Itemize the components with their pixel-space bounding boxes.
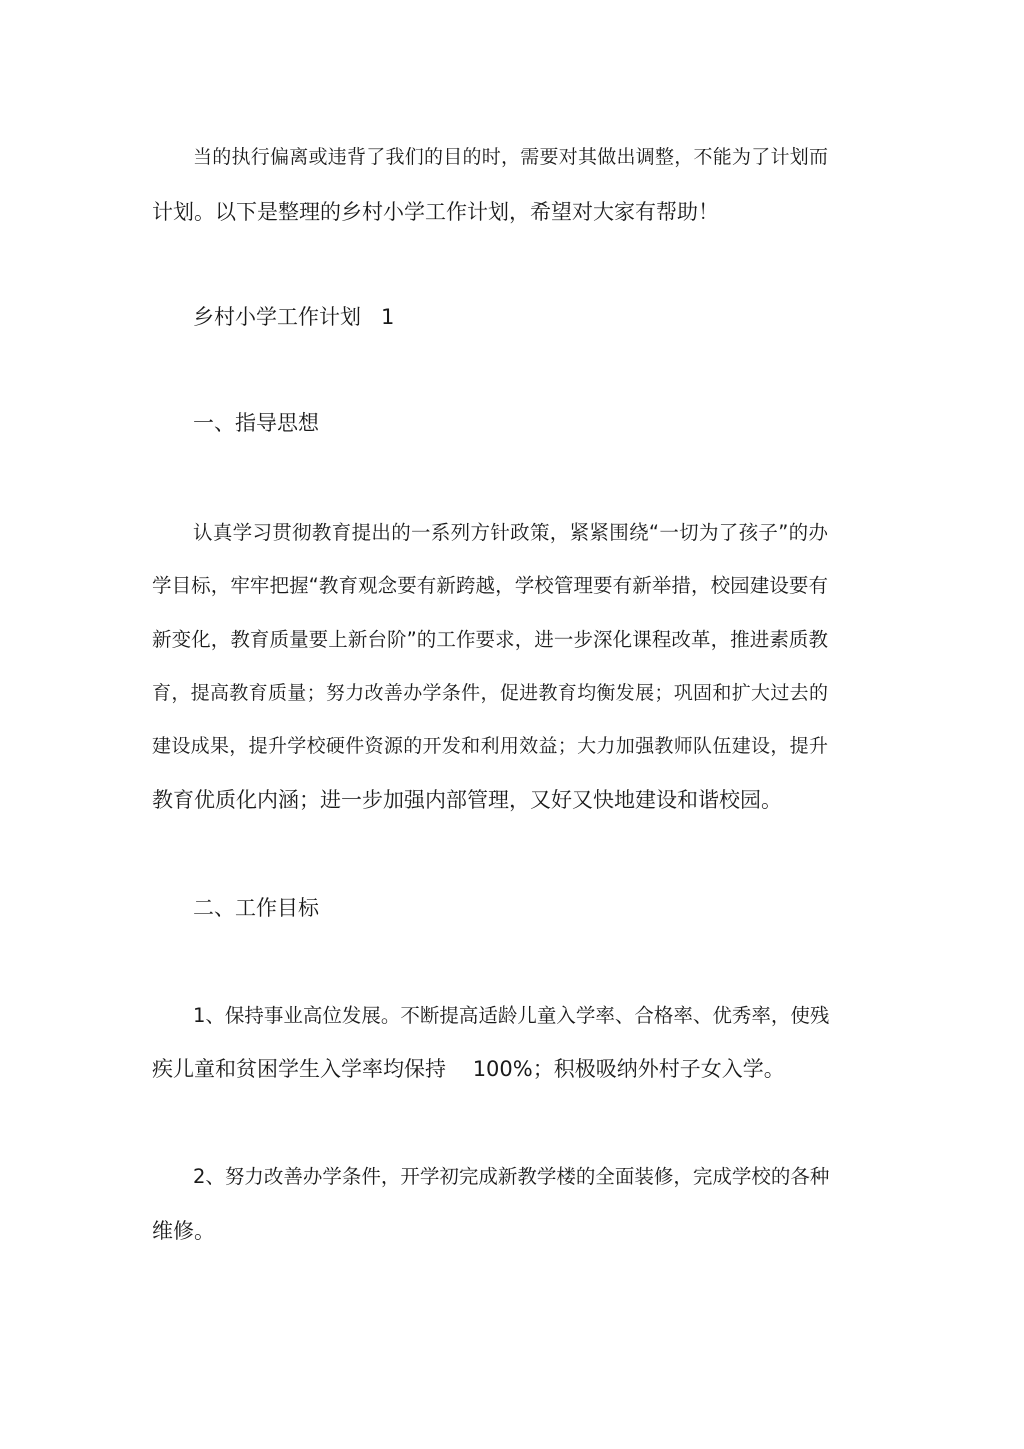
goal-item-1-line-2: 疾儿童和贫困学生入学率均保持 100%；积极吸纳外村子女入学。 [152, 1057, 785, 1081]
section1-paragraph-line: 学目标，牢牢把握“教育观念要有新跨越，学校管理要有新举措，校园建设要有 [152, 574, 828, 597]
section1-paragraph-line: 育，提高教育质量；努力改善办学条件，促进教育均衡发展；巩固和扩大过去的 [152, 682, 828, 704]
intro-line-2: 计划。以下是整理的乡村小学工作计划，希望对大家有帮助！ [152, 200, 719, 224]
intro-line-1: 当的执行偏离或违背了我们的目的时，需要对其做出调整，不能为了计划而 [193, 146, 828, 168]
section1-paragraph-line: 建设成果，提升学校硬件资源的开发和利用效益；大力加强教师队伍建设，提升 [152, 735, 828, 757]
section2-heading: 二、工作目标 [193, 896, 319, 920]
section1-paragraph-line: 新变化，教育质量要上新台阶”的工作要求，进一步深化课程改革，推进素质教 [152, 628, 828, 651]
section1-paragraph-line: 认真学习贯彻教育提出的一系列方针政策，紧紧围绕“一切为了孩子”的办 [193, 521, 828, 544]
goal-item-1-line-1: 1、保持事业高位发展。不断提高适龄儿童入学率、合格率、优秀率，使残 [193, 1004, 830, 1027]
goal-item-2-line-1: 2、努力改善办学条件，开学初完成新教学楼的全面装修，完成学校的各种 [193, 1165, 830, 1188]
plan-title: 乡村小学工作计划 1 [193, 305, 395, 329]
section1-heading: 一、指导思想 [193, 411, 319, 435]
goal-item-2-line-2: 维修。 [152, 1219, 215, 1243]
section1-paragraph-line: 教育优质化内涵；进一步加强内部管理，又好又快地建设和谐校园。 [152, 788, 782, 812]
